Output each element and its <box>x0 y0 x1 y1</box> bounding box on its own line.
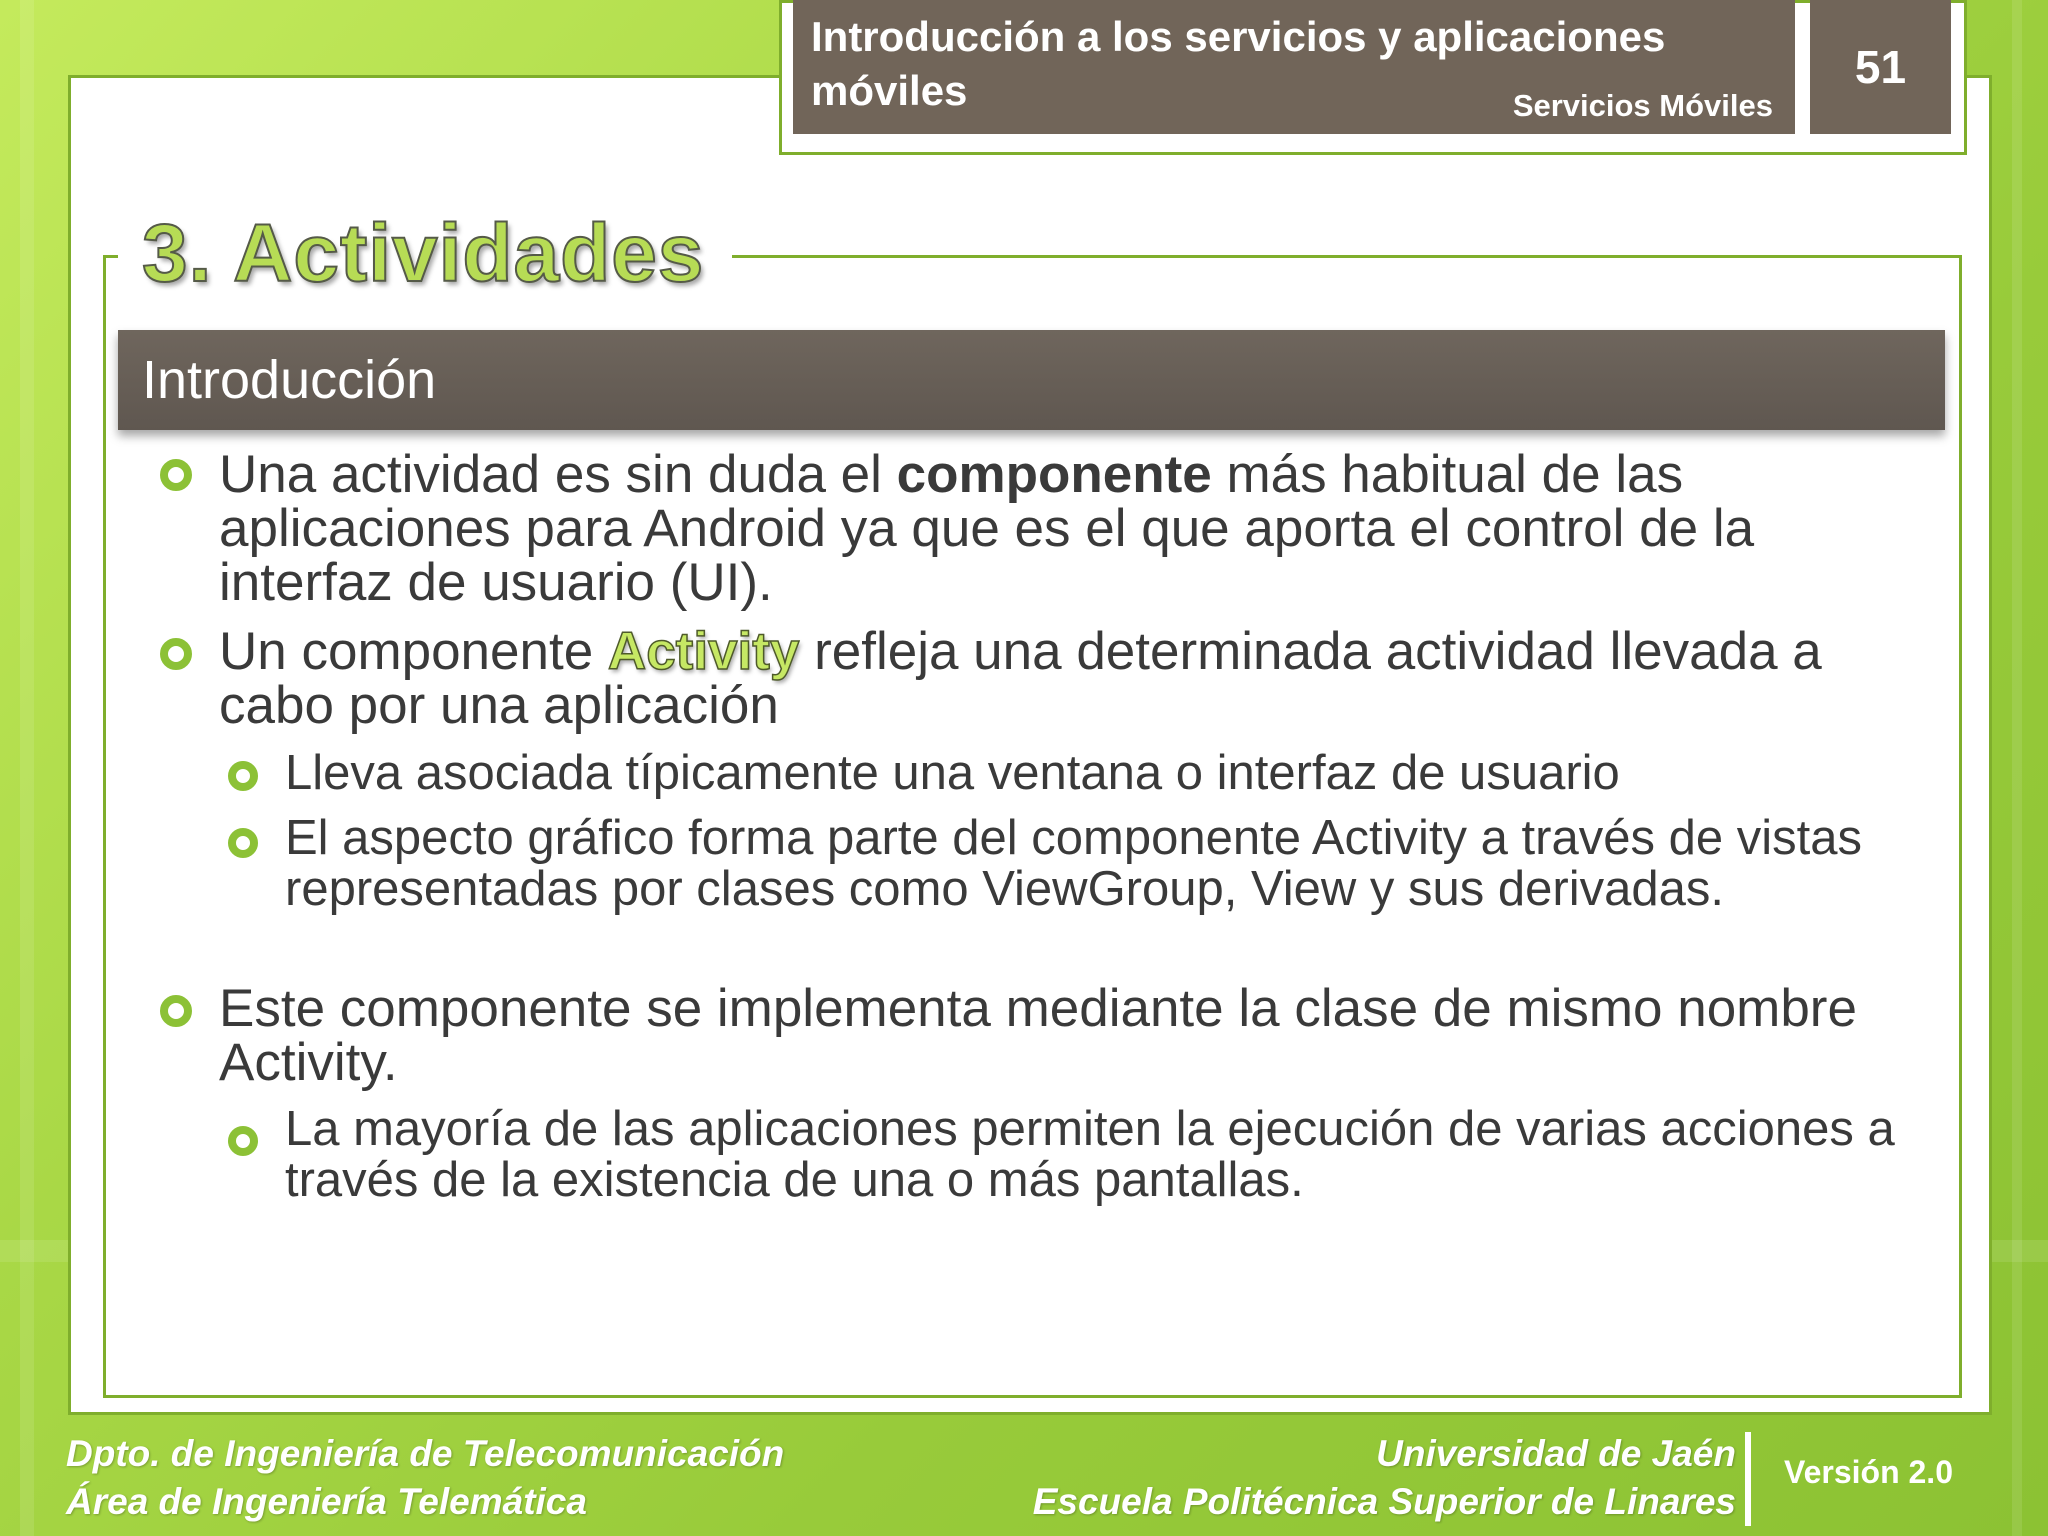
course-subtitle: Servicios Móviles <box>1512 88 1773 123</box>
text-fragment: más habitual de las aplicaciones para Android ya que es el que aporta el control de la interfaz de usuario (UI). <box>219 445 1755 612</box>
bullet-icon <box>160 459 192 491</box>
footer-institution <box>1033 1430 1736 1526</box>
bullet-icon <box>160 638 192 670</box>
bullet-icon <box>160 995 192 1027</box>
footer-university: Universidad de Jaén <box>1376 1433 1736 1474</box>
course-title: Introducción a los servicios y aplicaciones móviles <box>811 13 1666 114</box>
bullet-icon <box>228 761 258 791</box>
list-item: La mayoría de las aplicaciones permiten la ejecución de varias acciones a través de la existencia de una o más pantallas. <box>285 1102 1895 1207</box>
bullet-icon <box>228 828 258 858</box>
footer-dept: Dpto. de Ingeniería de Telecomunicación <box>66 1433 785 1474</box>
footer-school: Escuela Politécnica Superior de Linares <box>1032 1481 1736 1522</box>
text-fragment: Una actividad es sin duda el <box>219 445 897 504</box>
footer-version: Versión 2.0 <box>1784 1454 1953 1490</box>
list-item: El aspecto gráfico forma parte del componente Activity a través de vistas representadas por clases como ViewGroup, View y sus derivadas. <box>285 811 1862 916</box>
footer-department <box>66 1430 784 1526</box>
course-header <box>793 0 1795 134</box>
slide-title: 3. Actividades <box>118 204 732 304</box>
list-item <box>219 445 1919 612</box>
background-stripe <box>2012 0 2022 1536</box>
footer-divider <box>1745 1432 1751 1526</box>
list-item: Lleva asociada típicamente una ventana o interfaz de usuario <box>285 746 1620 800</box>
page-number: 51 <box>1810 0 1951 134</box>
section-heading: Introducción <box>118 330 1945 430</box>
text-fragment: Un componente <box>219 622 608 681</box>
text-fragment: refleja una determinada actividad llevada a cabo por una aplicación <box>219 622 1822 735</box>
bullet-icon <box>228 1126 258 1156</box>
list-item <box>219 622 1919 735</box>
list-item: Este componente se implementa mediante la clase de mismo nombre Activity. <box>219 979 1857 1092</box>
footer-area: Área de Ingeniería Telemática <box>66 1481 587 1522</box>
background-stripe <box>20 0 34 1536</box>
bold-term: componente <box>896 445 1212 504</box>
highlighted-term: Activity <box>607 622 800 681</box>
